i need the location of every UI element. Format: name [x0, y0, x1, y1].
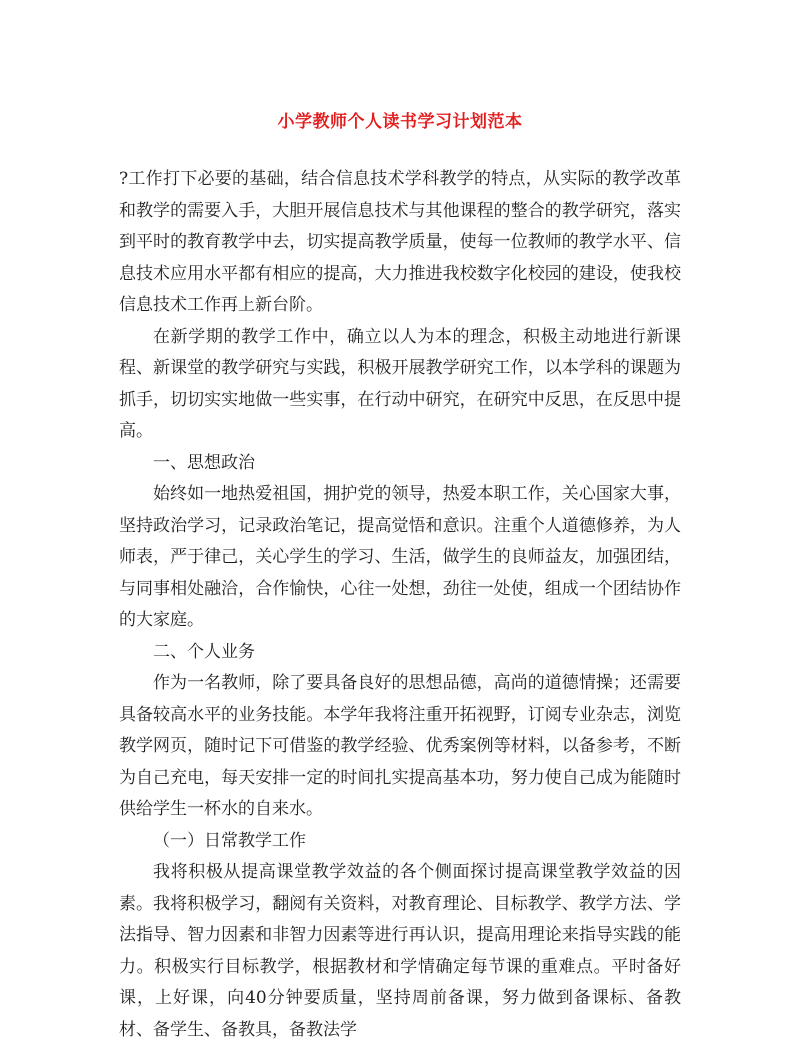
- section-heading-ideology: 一、思想政治: [153, 452, 255, 473]
- subsection-heading-daily-teaching: （一）日常教学工作: [153, 830, 306, 851]
- paragraph-professional: 作为一名教师，除了要具备良好的思想品德，高尚的道德情操；还需要具备较高水平的业务技能。本学年我将注重开拓视野，订阅专业杂志，浏览教学网页，随时记下可借鉴的教学经验、优秀案例等材料，以备参考，不断为自己充电，每天安排一定的时间扎实提高基本功，努力使自己成为能随时供给学生一杯水的自来水。: [119, 673, 681, 819]
- document-body: [119, 164, 681, 1046]
- paragraph-daily-teaching: 我将积极从提高课堂教学效益的各个侧面探讨提高课堂教学效益的因素。我将积极学习，翻阅有关资料，对教育理论、目标教学、教学方法、学法指导、智力因素和非智力因素等进行再认识，提高用理论来指导实践的能力。积极实行目标教学，根据教材和学情确定每节课的重难点。平时备好课，上好课，向40分钟要质量，坚持周前备课，努力做到备课标、备教材、备学生、备教具，备教法学: [119, 862, 681, 1040]
- document-title: 小学教师个人读书学习计划范本: [277, 112, 523, 132]
- paragraph-new-semester: 在新学期的教学工作中，确立以人为本的理念，积极主动地进行新课程、新课堂的教学研究与实践，积极开展教学研究工作，以本学科的课题为抓手，切切实实地做一些实事，在行动中研究，在研究中反思，在反思中提高。: [119, 326, 681, 441]
- paragraph-ideology: 始终如一地热爱祖国，拥护党的领导，热爱本职工作，关心国家大事，坚持政治学习，记录政治笔记，提高觉悟和意识。注重个人道德修养，为人师表，严于律己，关心学生的学习、生活，做学生的良师益友，加强团结，与同事相处融洽，合作愉快，心往一处想，劲往一处使，组成一个团结协作的大家庭。: [119, 484, 681, 630]
- paragraph-intro-continuation: ?工作打下必要的基础，结合信息技术学科教学的特点，从实际的教学改革和教学的需要入手，大胆开展信息技术与其他课程的整合的教学研究，落实到平时的教育教学中去，切实提高教学质量，使每一位教师的教学水平、信息技术应用水平都有相应的提高，大力推进我校数字化校园的建设，使我校信息技术工作再上新台阶。: [119, 169, 681, 315]
- section-heading-professional: 二、个人业务: [153, 641, 255, 662]
